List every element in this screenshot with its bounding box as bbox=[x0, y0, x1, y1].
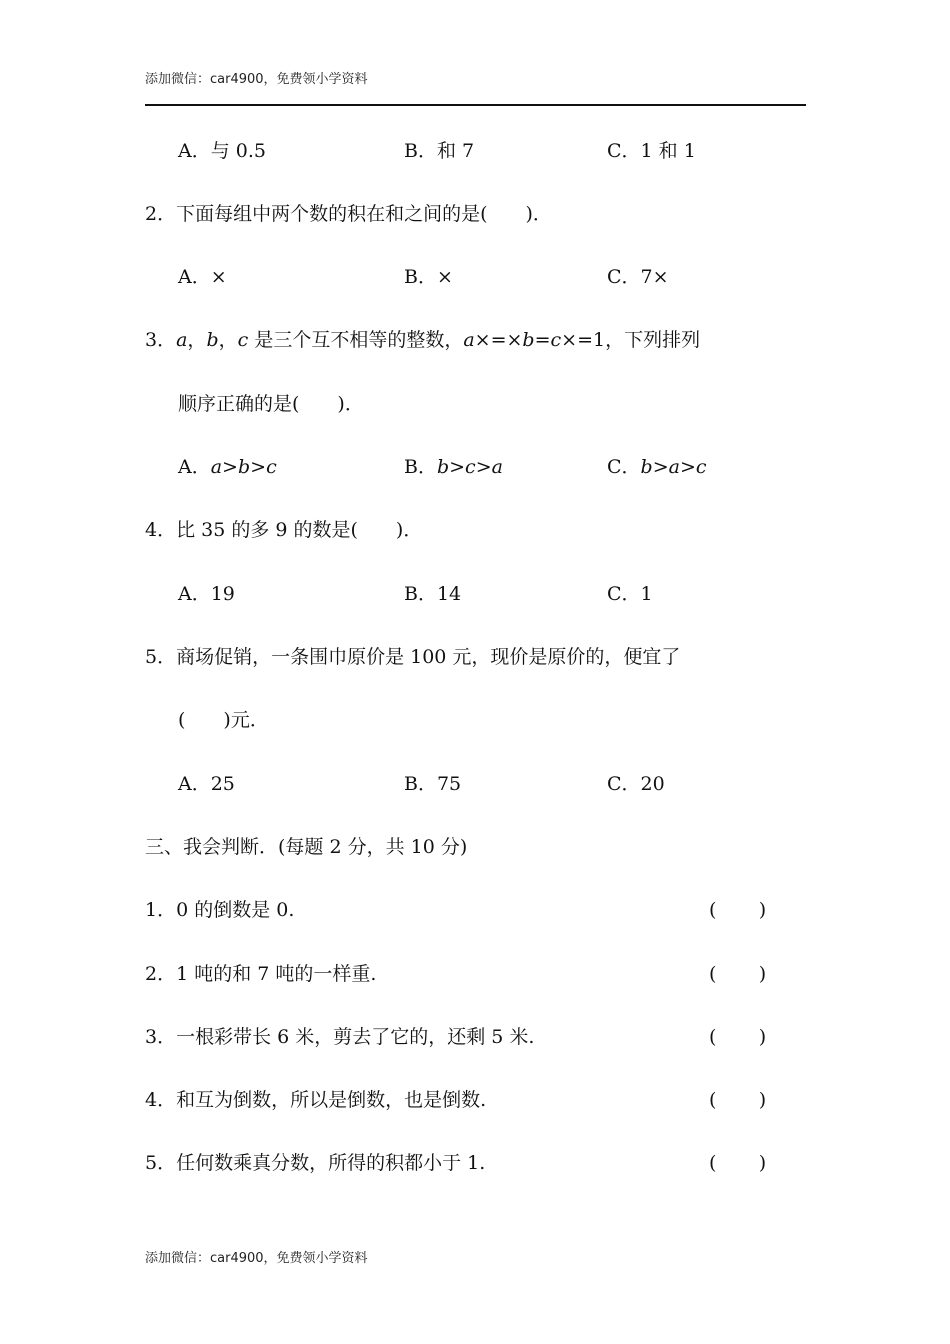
q2-option-b: B．× bbox=[404, 266, 453, 288]
q3-eq-a: a bbox=[463, 329, 475, 351]
q3-var-a: a bbox=[176, 329, 188, 351]
q5-stem-line2: ( )元． bbox=[178, 709, 269, 731]
q3-eq-3: ×=1，下列排列 bbox=[561, 329, 701, 351]
q3-stem-mid: 是三个互不相等的整数， bbox=[248, 329, 464, 351]
judge-item-5: 5．任何数乘真分数，所得的积都小于 1. bbox=[145, 1152, 486, 1174]
q3-eq-2: = bbox=[534, 329, 551, 351]
footer-watermark: 添加微信：car4900，免费领小学资料 bbox=[145, 1251, 368, 1266]
judge-answer-blank-5: ( ) bbox=[709, 1152, 767, 1174]
judge-answer-blank-1: ( ) bbox=[709, 899, 767, 921]
section3-title: 三、我会判断．(每题 2 分，共 10 分) bbox=[145, 836, 468, 858]
judge-item-3: 3．一根彩带长 6 米，剪去了它的，还剩 5 米. bbox=[145, 1026, 535, 1048]
q1-option-b: B．和 7 bbox=[404, 140, 475, 162]
q5-option-b: B．75 bbox=[404, 773, 462, 795]
q4-option-a: A．19 bbox=[178, 583, 235, 605]
q2-stem: 2．下面每组中两个数的积在和之间的是( )． bbox=[145, 203, 552, 225]
q3-var-c: c bbox=[237, 329, 249, 351]
judge-item-1: 1．0 的倒数是 0. bbox=[145, 899, 295, 921]
q2-option-a: A．× bbox=[178, 266, 227, 288]
q1-option-c: C．1 和 1 bbox=[607, 140, 696, 162]
q3-stem bbox=[145, 328, 700, 352]
q2-option-c: C．7× bbox=[607, 266, 669, 288]
q3-comma-1: ， bbox=[187, 329, 207, 351]
q5-stem: 5．商场促销，一条围巾原价是 100 元，现价是原价的，便宜了 bbox=[145, 646, 681, 668]
judge-answer-blank-2: ( ) bbox=[709, 963, 767, 985]
q5-option-c: C．20 bbox=[607, 773, 665, 795]
judge-answer-blank-3: ( ) bbox=[709, 1026, 767, 1048]
q4-stem: 4．比 35 的多 9 的数是( )． bbox=[145, 519, 423, 541]
header-watermark: 添加微信：car4900，免费领小学资料 bbox=[145, 72, 368, 87]
q4-option-c: C．1 bbox=[607, 583, 653, 605]
q3-option-b-expr: b>c>a bbox=[436, 456, 503, 478]
q3-option-c-label: C． bbox=[607, 456, 641, 478]
q3-stem-line2: 顺序正确的是( )． bbox=[178, 393, 364, 415]
q3-option-a-expr: a>b>c bbox=[210, 456, 277, 478]
judge-item-2: 2．1 吨的和 7 吨的一样重. bbox=[145, 963, 377, 985]
q5-option-a: A．25 bbox=[178, 773, 235, 795]
judge-item-4: 4．和互为倒数，所以是倒数，也是倒数. bbox=[145, 1089, 487, 1111]
q3-var-b: b bbox=[206, 329, 219, 351]
q3-eq-b: b bbox=[522, 329, 535, 351]
judge-answer-blank-4: ( ) bbox=[709, 1089, 767, 1111]
q3-option-b-label: B． bbox=[404, 456, 437, 478]
q3-comma-2: ， bbox=[218, 329, 238, 351]
q3-option-a-label: A． bbox=[178, 456, 211, 478]
q3-number: 3． bbox=[145, 329, 177, 351]
q3-option-c-expr: b>a>c bbox=[640, 456, 707, 478]
q1-option-a: A．与 0.5 bbox=[178, 140, 266, 162]
header-rule bbox=[145, 104, 806, 106]
q3-option-a bbox=[178, 455, 277, 479]
q3-eq-1: ×=× bbox=[474, 329, 523, 351]
q4-option-b: B．14 bbox=[404, 583, 462, 605]
q3-option-b bbox=[404, 455, 503, 479]
q3-eq-c: c bbox=[550, 329, 562, 351]
q3-option-c bbox=[607, 455, 707, 479]
